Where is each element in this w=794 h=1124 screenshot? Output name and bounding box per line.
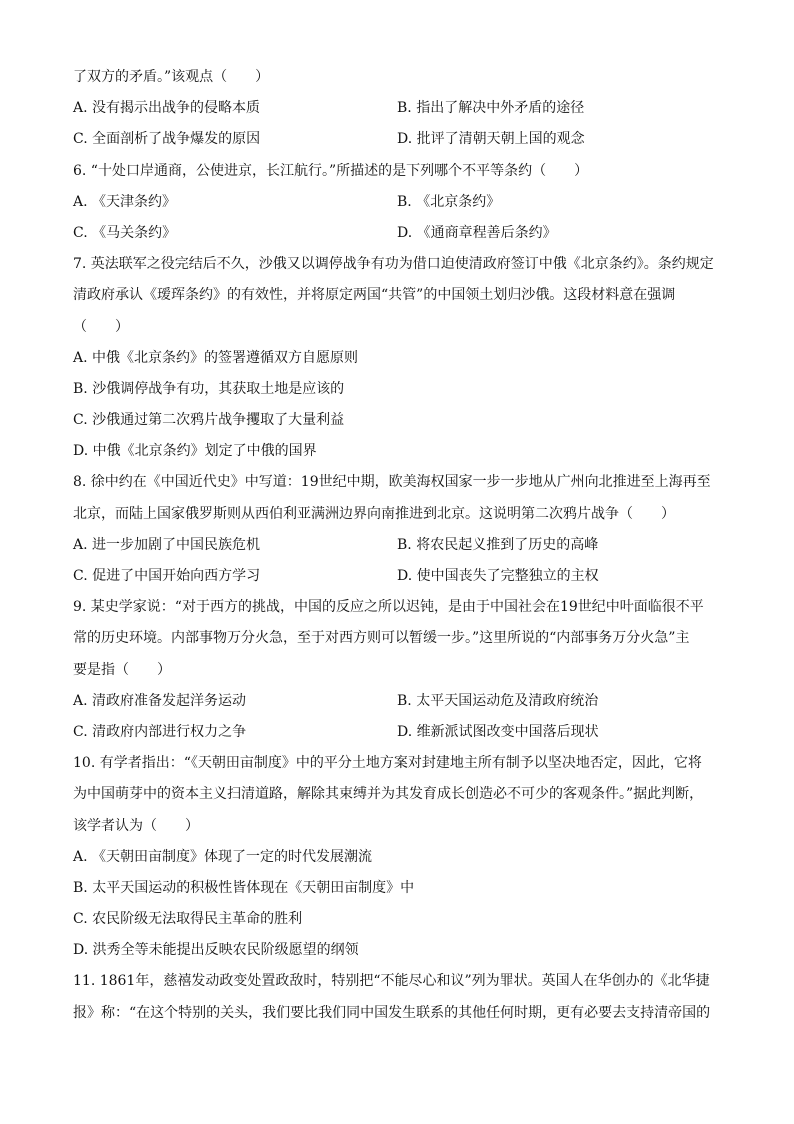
q5-stem-end: 了双方的矛盾。”该观点（ ） <box>73 69 270 85</box>
q5-option-a: A. 没有揭示出战争的侵略本质 <box>73 100 261 117</box>
q6-stem: 6. “十处口岸通商，公使进京，长江航行。”所描述的是下列哪个不平等条约（ ） <box>73 162 589 179</box>
q9-options-row1 <box>73 686 721 717</box>
q8-options-row1 <box>73 530 721 561</box>
q8-stem-line2: 北京，而陆上国家俄罗斯则从西伯利亚满洲边界向南推进到北京。这说明第二次鸦片战争（ ） <box>73 505 675 522</box>
q5-options-row1 <box>73 93 721 124</box>
q9-option-b: B. 太平天国运动危及清政府统治 <box>397 692 599 709</box>
q9-option-c: C. 清政府内部进行权力之争 <box>73 723 247 740</box>
q7-option-d: D. 中俄《北京条约》划定了中俄的国界 <box>73 443 317 460</box>
q7-option-a: A. 中俄《北京条约》的签署遵循双方自愿原则 <box>73 349 359 366</box>
q11-stem-line1: 11. 1861年，慈禧发动政变处置政敌时，特别把“不能尽心和议”列为罪状。英国人在华创办的《北华捷 <box>73 973 710 990</box>
q8-option-a: A. 进一步加剧了中国民族危机 <box>73 536 261 553</box>
q9-options-row2 <box>73 717 721 748</box>
q7-option-c: C. 沙俄通过第二次鸦片战争攫取了大量利益 <box>73 412 345 429</box>
q9-option-a: A. 清政府准备发起洋务运动 <box>73 692 247 709</box>
q6-option-a: A. 《天津条约》 <box>73 193 177 210</box>
q10-option-a: A. 《天朝田亩制度》体现了一定的时代发展潮流 <box>73 848 373 865</box>
q7-option-b: B. 沙俄调停战争有功，其获取土地是应该的 <box>73 380 345 397</box>
q8-options-row2 <box>73 561 721 592</box>
q6-option-d: D. 《通商章程善后条约》 <box>397 224 557 241</box>
q10-stem-line1: 10. 有学者指出：“《天朝田亩制度》中的平分土地方案对封建地主所有制予以坚决地否定，因此，它将 <box>73 755 702 772</box>
q10-option-c: C. 农民阶级无法取得民主革命的胜利 <box>73 911 303 928</box>
q6-option-b: B. 《北京条约》 <box>397 193 501 210</box>
q8-stem-line1: 8. 徐中约在《中国近代史》中写道：19世纪中期，欧美海权国家一步一步地从广州向北推进至上海再至 <box>73 474 711 491</box>
exam-page <box>73 62 721 1029</box>
q8-option-c: C. 促进了中国开始向西方学习 <box>73 568 261 584</box>
q8-option-d: D. 使中国丧失了完整独立的主权 <box>397 568 599 584</box>
q6-options-row2 <box>73 218 721 249</box>
q9-option-d: D. 维新派试图改变中国落后现状 <box>397 723 599 740</box>
q5-options-row2 <box>73 124 721 155</box>
q10-stem-line2: 为中国萌芽中的资本主义扫清道路，解除其束缚并为其发育成长创造必不可少的客观条件。”据此判断， <box>73 786 704 803</box>
q7-stem-line3: （ ） <box>73 318 129 335</box>
q9-stem-line1: 9. 某史学家说：“对于西方的挑战，中国的反应之所以迟钝，是由于中国社会在19世纪中叶面临很不平 <box>73 599 704 616</box>
q10-option-b: B. 太平天国运动的积极性皆体现在《天朝田亩制度》中 <box>73 879 415 896</box>
q5-option-d: D. 批评了清朝天朝上国的观念 <box>397 131 585 148</box>
q11-stem-line2: 报》称：“在这个特别的关头，我们要比我们同中国发生联系的其他任何时期，更有必要去支持清帝国的 <box>73 1004 711 1021</box>
q8-option-b: B. 将农民起义推到了历史的高峰 <box>397 536 599 553</box>
q7-stem-line1: 7. 英法联军之役完结后不久，沙俄又以调停战争有功为借口迫使清政府签订中俄《北京条约》。条约规定 <box>73 256 714 273</box>
q5-option-c: C. 全面剖析了战争爆发的原因 <box>73 131 261 148</box>
q10-stem-line3: 该学者认为（ ） <box>73 817 199 834</box>
q9-stem-line3: 要是指（ ） <box>73 661 171 678</box>
q10-option-d: D. 洪秀全等未能提出反映农民阶级愿望的纲领 <box>73 942 359 959</box>
q6-option-c: C. 《马关条约》 <box>73 224 177 241</box>
q5-option-b: B. 指出了解决中外矛盾的途径 <box>397 100 585 117</box>
q6-options-row1 <box>73 187 721 218</box>
q9-stem-line2: 常的历史环境。内部事物万分火急，至于对西方则可以暂缓一步。”这里所说的“内部事务万分火急”主 <box>73 630 690 647</box>
q7-stem-line2: 清政府承认《瑷珲条约》的有效性，并将原定两国“共管”的中国领土划归沙俄。这段材料意在强调 <box>73 287 676 304</box>
